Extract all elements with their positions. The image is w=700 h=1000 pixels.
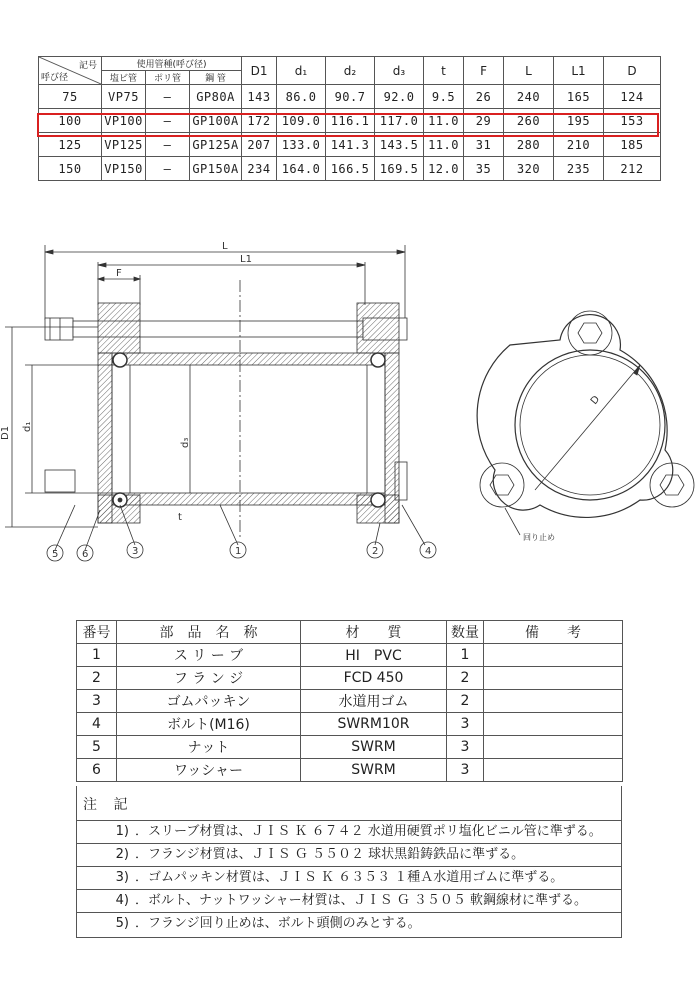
- cell: 143: [242, 85, 277, 109]
- label-rotation-stop: 回り止め: [523, 533, 555, 542]
- cell: ゴムパッキン: [117, 690, 301, 713]
- col-header: D: [604, 57, 661, 85]
- cell: 9.5: [424, 85, 464, 109]
- cell: GP80A: [190, 85, 242, 109]
- cell: 12.0: [424, 157, 464, 181]
- col-header: d₃: [375, 57, 424, 85]
- cell: 320: [504, 157, 554, 181]
- cell: [484, 736, 623, 759]
- header-qty: 数量: [447, 621, 484, 644]
- cell: 143.5: [375, 133, 424, 157]
- callout-2: 2: [372, 546, 379, 557]
- cell: ナット: [117, 736, 301, 759]
- cell: VP150: [102, 157, 146, 181]
- cell: VP75: [102, 85, 146, 109]
- cell: 133.0: [277, 133, 326, 157]
- cell: 2: [447, 667, 484, 690]
- sub-header-poly: ポリ管: [146, 71, 190, 85]
- cell: 11.0: [424, 133, 464, 157]
- col-header: d₁: [277, 57, 326, 85]
- cell: SWRM: [301, 736, 447, 759]
- cell: 109.0: [277, 109, 326, 133]
- cell: 116.1: [326, 109, 375, 133]
- cell: 3: [447, 713, 484, 736]
- table-row: [39, 157, 661, 181]
- col-header: t: [424, 57, 464, 85]
- col-header: F: [464, 57, 504, 85]
- note-number: 3): [115, 870, 129, 885]
- cell: –: [146, 109, 190, 133]
- cell: 26: [464, 85, 504, 109]
- note-text: ．ボルト、ナットワッシャー材質は、ＪＩＳ Ｇ ３５０５ 軟鋼線材に準ずる。: [135, 893, 588, 908]
- cell: 141.3: [326, 133, 375, 157]
- cell: 75: [39, 85, 102, 109]
- corner-bottom-label: 呼び径: [41, 73, 69, 83]
- notes-section: [76, 786, 622, 938]
- cell: ス リ ー ブ: [117, 644, 301, 667]
- table-row: [77, 644, 623, 667]
- label-L: L: [222, 241, 228, 252]
- table-row: [77, 713, 623, 736]
- cell: FCD 450: [301, 667, 447, 690]
- label-t: t: [178, 512, 182, 523]
- cell: [484, 713, 623, 736]
- note-item: [77, 866, 622, 889]
- cell: 6: [77, 759, 117, 782]
- cell: 166.5: [326, 157, 375, 181]
- cell: 90.7: [326, 85, 375, 109]
- sub-header-pvc: 塩ビ管: [102, 71, 146, 85]
- cell: 124: [604, 85, 661, 109]
- col-header: d₂: [326, 57, 375, 85]
- cell: ボルト(M16): [117, 713, 301, 736]
- note-item: [77, 912, 622, 935]
- label-d1: d₁: [22, 421, 33, 432]
- note-number: 1): [115, 824, 129, 839]
- cell: 280: [504, 133, 554, 157]
- cell: 185: [604, 133, 661, 157]
- header-material: 材 質: [301, 621, 447, 644]
- col-header: L: [504, 57, 554, 85]
- cell: GP150A: [190, 157, 242, 181]
- cell: 153: [604, 109, 661, 133]
- label-D1: D1: [0, 425, 11, 440]
- cell: VP100: [102, 109, 146, 133]
- cell: 117.0: [375, 109, 424, 133]
- cell: 195: [554, 109, 604, 133]
- note-text: ．スリーブ材質は、ＪＩＳ Ｋ ６７４２ 水道用硬質ポリ塩化ビニル管に準ずる。: [135, 824, 602, 839]
- cell: 35: [464, 157, 504, 181]
- cell: 92.0: [375, 85, 424, 109]
- cell: GP100A: [190, 109, 242, 133]
- cell: SWRM10R: [301, 713, 447, 736]
- cell: 4: [77, 713, 117, 736]
- cell: フ ラ ン ジ: [117, 667, 301, 690]
- label-d3: d₃: [180, 437, 191, 448]
- note-text: ．ゴムパッキン材質は、ＪＩＳ Ｋ ６３５３ １種Ａ水道用ゴムに準ずる。: [135, 870, 564, 885]
- cell: 235: [554, 157, 604, 181]
- callout-6: 6: [82, 549, 89, 560]
- cell: [484, 667, 623, 690]
- cell: 86.0: [277, 85, 326, 109]
- cell: 3: [447, 759, 484, 782]
- label-L1: L1: [240, 254, 252, 265]
- cell: 2: [447, 690, 484, 713]
- cell: –: [146, 157, 190, 181]
- cell: [484, 690, 623, 713]
- corner-header: [39, 57, 102, 85]
- cell: 210: [554, 133, 604, 157]
- notes-title: 注 記: [83, 797, 134, 813]
- callout-4: 4: [425, 546, 432, 557]
- callout-5: 5: [52, 549, 59, 560]
- cell: 212: [604, 157, 661, 181]
- cell: 240: [504, 85, 554, 109]
- cell: 3: [447, 736, 484, 759]
- table-row: [77, 759, 623, 782]
- callout-1: 1: [235, 546, 242, 557]
- cell: –: [146, 133, 190, 157]
- note-text: ．フランジ材質は、ＪＩＳ Ｇ ５５０２ 球状黒鉛鋳鉄品に準ずる。: [135, 847, 525, 862]
- header-no: 番号: [77, 621, 117, 644]
- note-number: 5): [115, 916, 129, 931]
- cell: 31: [464, 133, 504, 157]
- cell: 172: [242, 109, 277, 133]
- technical-drawing: [0, 235, 700, 595]
- cell: ワッシャー: [117, 759, 301, 782]
- cell: 234: [242, 157, 277, 181]
- parts-table: [76, 620, 623, 782]
- col-header: D1: [242, 57, 277, 85]
- cell: 11.0: [424, 109, 464, 133]
- label-F: F: [116, 268, 122, 279]
- label-D: D: [588, 393, 603, 407]
- cell: SWRM: [301, 759, 447, 782]
- cell: 164.0: [277, 157, 326, 181]
- cell: 3: [77, 690, 117, 713]
- note-number: 2): [115, 847, 129, 862]
- cell: 29: [464, 109, 504, 133]
- cell: 水道用ゴム: [301, 690, 447, 713]
- note-item: [77, 889, 622, 912]
- col-header: L1: [554, 57, 604, 85]
- cell: 169.5: [375, 157, 424, 181]
- note-item: [77, 843, 622, 866]
- cell: 125: [39, 133, 102, 157]
- cell: 1: [77, 644, 117, 667]
- highlight-row-100: [37, 113, 659, 137]
- table-row: [39, 85, 661, 109]
- cell: VP125: [102, 133, 146, 157]
- cell: 150: [39, 157, 102, 181]
- cell: HI PVC: [301, 644, 447, 667]
- note-number: 4): [115, 893, 129, 908]
- table-row: [77, 667, 623, 690]
- cell: 5: [77, 736, 117, 759]
- corner-top-label: 記号: [78, 61, 97, 71]
- note-text: ．フランジ回り止めは、ボルト頭側のみとする。: [135, 916, 421, 931]
- table-row: [77, 736, 623, 759]
- note-item: [77, 820, 622, 843]
- cell: 207: [242, 133, 277, 157]
- pipe-type-group-header: 使用管種(呼び径): [102, 57, 242, 71]
- header-remarks: 備 考: [484, 621, 623, 644]
- cell: GP125A: [190, 133, 242, 157]
- header-name: 部 品 名 称: [117, 621, 301, 644]
- cell: 260: [504, 109, 554, 133]
- sub-header-steel: 鋼 管: [190, 71, 242, 85]
- callout-3: 3: [132, 546, 139, 557]
- cell: 100: [39, 109, 102, 133]
- table-row: [77, 690, 623, 713]
- cell: 165: [554, 85, 604, 109]
- cell: [484, 759, 623, 782]
- cell: –: [146, 85, 190, 109]
- cell: 2: [77, 667, 117, 690]
- cell: [484, 644, 623, 667]
- cell: 1: [447, 644, 484, 667]
